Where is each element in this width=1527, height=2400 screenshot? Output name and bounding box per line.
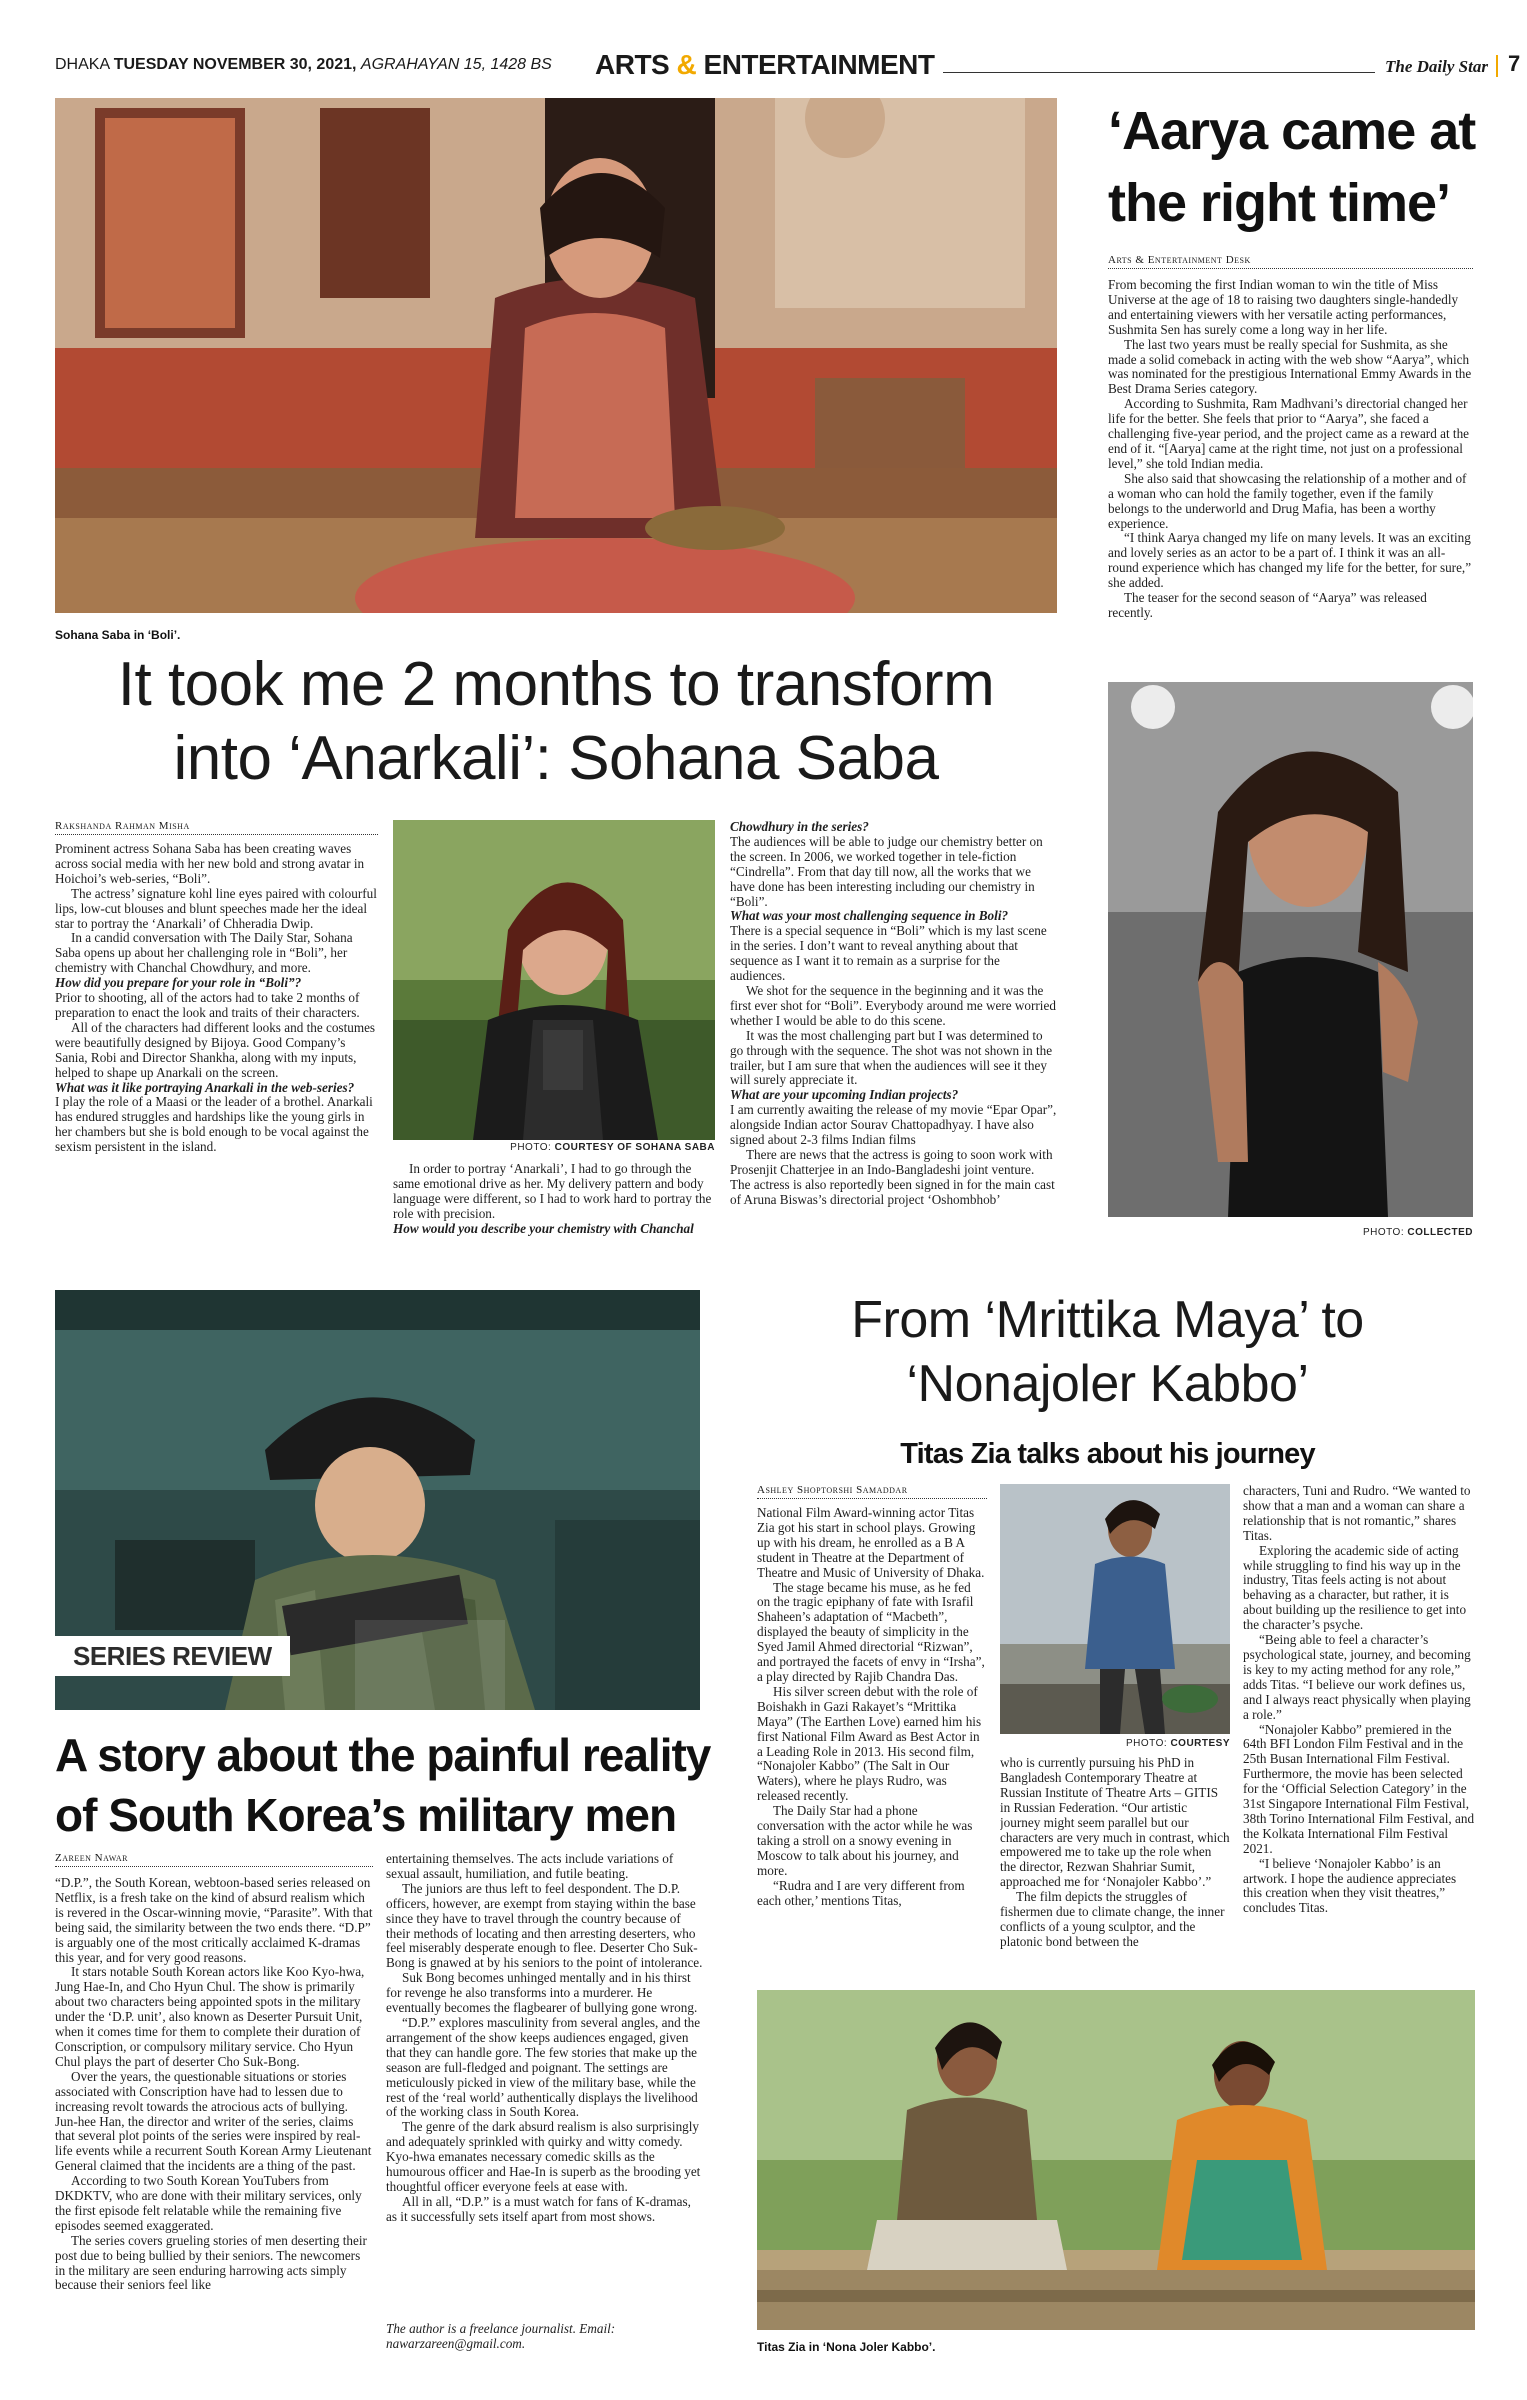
dp-column-1 [55,1876,373,2366]
dateline [55,56,552,74]
boli-photo [55,98,1057,613]
aarya-p3: According to Sushmita, Ram Madhvani’s directorial changed her life for the better. She feels that prior to “Aarya”, she faced a challenging five-year period, and the project came as a reward at the end of it. “[Aarya] came at the right time, not just on a professional level,” she told Indian media. [1108,396,1470,471]
titas-photo-credit-source: COURTESY [1170,1738,1230,1749]
titas-c3-p1: characters, Tuni and Rudro. “We wanted to show that a man and a woman can share a relationship that is not romantic,” shares Titas. [1243,1484,1471,1543]
titas-bottom-caption: Titas Zia in ‘Nona Joler Kabbo’. [757,2340,936,2354]
aarya-headline-line2: the right time’ [1108,173,1451,233]
titas-photo-credit [1000,1738,1230,1749]
sohana-headline-line2: into ‘Anarkali’: Sohana Saba [173,724,939,793]
aarya-p4: She also said that showcasing the relationship of a mother and of a woman who can hold the family together, even if the family belongs to the underworld and Drug Mafia, has been a worthy experience. [1108,470,1467,531]
sushmita-photo-illustration [1108,682,1473,1217]
titas-portrait [1000,1484,1230,1734]
titas-byline: Ashley Shoptorshi Samaddar [757,1484,987,1499]
titas-subhead: Titas Zia talks about his journey [900,1438,1315,1470]
dp-c2-p1: entertaining themselves. The acts include variations of sexual assault, humiliation, and futile beating. [386,1852,674,1881]
titas-c3-p2: Exploring the academic side of acting while struggling to find his way up in the industry, Titas feels acting is not about behaving as a character, but rather, it is about building up the resilience to get into the character’s psyche. [1243,1542,1467,1633]
titas-c3-p5: “I believe ‘Nonajoler Kabbo’ is an artwork. I hope the audience appreciates this creation when they visit theatres,” concludes Titas. [1243,1855,1457,1916]
sohana-c1-p1: Prominent actress Sohana Saba has been creating waves across social media with her new bold and strong avatar in Hoichoi’s web-series, “Boli”. [55,842,365,886]
dp-headline-line2: of South Korea’s military men [55,1789,677,1841]
titas-column-2 [1000,1756,1230,1981]
sohana-c3-p3: We shot for the sequence in the beginning and it was the first ever shot for “Boli”. Everybody around me were worried whether I would be able to do this scene. [730,982,1056,1028]
sohana-column-2 [393,1162,715,1242]
sohana-portrait [393,820,715,1140]
titas-c1-p1: National Film Award-winning actor Titas Zia got his start in school plays. Growing up with his dream, he enrolled as a B A student in Theatre at the Department of Theatre and Music of University of Dhaka. [757,1506,985,1580]
dp-footnote [386,2322,704,2352]
masthead-rule [943,72,1375,73]
sohana-c3-q2: What are your upcoming Indian projects? [730,1087,959,1103]
dp-c2-p5: The genre of the dark absurd realism is also surprisingly and adequately sprinkled with quirky and witty comedy. Kyo-hwa emanates necessary comedic skills as the humourous officer and Hae-In is superb as the brooding yet thoughtful officer everyone feels at ease with. [386,2119,701,2194]
sohana-c2-q1: How would you describe your chemistry with Chanchal [393,1220,694,1236]
aarya-photo-credit-label: PHOTO: [1362,1227,1405,1238]
sohana-photo-credit-source: COURTESY OF SOHANA SABA [554,1142,715,1153]
sohana-c3-q1: What was your most challenging sequence in Boli? [730,908,1009,924]
dp-footnote-email: nawarzareen@gmail.com. [386,2335,526,2351]
date: TUESDAY NOVEMBER 30, 2021, [113,56,357,73]
dp-c2-p2: The juniors are thus left to feel despondent. The D.P. officers, however, are exempt from staying within the base since they have to travel through the country because of their methods of locating and then arresting deserters, who feel miserably desperate enough to flee. Deserter Cho Suk-Bong is gnawed at by his seniors to the point of intolerance. [386,1880,703,1971]
section-title [595,49,935,81]
aarya-p6: The teaser for the second season of “Aarya” was released recently. [1108,590,1427,620]
aarya-photo-credit-source: COLLECTED [1407,1227,1473,1238]
section-ampersand: & [676,49,697,80]
sohana-c2-p1: In order to portray ‘Anarkali’, I had to go through the same emotional drive as her. My delivery pattern and body language were different, so I had to work hard to portray the role with precision. [393,1162,712,1221]
dp-c1-p1: “D.P.”, the South Korean, webtoon-based series released on Netflix, is a fresh take on the kind of absurd realism which is revered in the Oscar-winning movie, “Parasite”. With that being said, the similarity between the two ends there. “D.P” is arguably one of the most critically acclaimed K-dramas this year, and for very good reasons. [55,1876,373,1965]
titas-c2-p1: who is currently pursuing his PhD in Bangladesh Contemporary Theatre at Russian Institute of Theatre Arts – GITIS in Russian Federation. “Our artistic journey might seem parallel but our characters are very much in contrast, which empowered me to take up the role when the director, Rezwan Shahriar Sumit, approached me for ‘Nonajoler Kabbo’.” [1000,1756,1230,1890]
sohana-portrait-illustration [393,820,715,1140]
sohana-c1-q2: What was it like portraying Anarkali in the web-series? [55,1079,355,1095]
sohana-c3-p4: It was the most challenging part but I was determined to go through with the sequence. The shot was not shown in the trailer, but I am sure that when the audiences will see it they will surely appreciate it. [730,1027,1053,1088]
sohana-headline-line1: It took me 2 months to transform [117,650,995,719]
sohana-c3-p6: There are news that the actress is going to soon work with Prosenjit Chatterjee in an Indo-Bangladeshi joint venture. The actress is also reportedly been signed in for the main cast of Aruna Biswas’s directorial project ‘Oshombhob’ [730,1146,1055,1207]
titas-c1-p3: His silver screen debut with the role of Boishakh in Gazi Rakayet’s “Mrittika Maya” (The Earthen Love) earned him his first National Film Award as Best Actor in a Leading Role in 2013. His second film, “Nonajoler Kabbo” (The Salt in Our Waters), where he plays Rudro, was released recently. [757,1683,982,1804]
sohana-headline [55,648,1057,796]
aarya-byline: Arts & Entertainment Desk [1108,254,1473,269]
sohana-c1-p3: In a candid conversation with The Daily Star, Sohana Saba opens up about her challenging role in “Boli”, her chemistry with Chanchal Chowdhury, and more. [55,930,353,976]
aarya-headline [1108,95,1478,239]
titas-photo-credit-label: PHOTO: [1126,1738,1168,1749]
masthead [55,49,1521,84]
aarya-body [1108,278,1473,668]
dp-c2-p3: Suk Bong becomes unhinged mentally and in his thirst for revenge he also transforms into a murderer. He eventually becomes the flagbearer of bullying gone wrong. [386,1970,698,2016]
dp-byline: Zareen Nawar [55,1852,373,1867]
dp-column-2 [386,1852,704,2314]
dp-headline-line1: A story about the painful reality [55,1729,711,1781]
titas-c3-p3: “Being able to feel a character’s psychological state, journey, and becoming is key to my acting method for any role,” adds Titas. “I believe our work defines us, and I always react physically when playing a role.” [1243,1632,1471,1722]
dp-c1-p4: According to two South Korean YouTubers from DKDKTV, who are done with their military services, only the first episode felt relatable while the remaining five episodes seemed exaggerated. [55,2173,362,2233]
sohana-column-1 [55,842,378,1238]
nonajoler-kabbo-photo [757,1990,1475,2330]
sohana-c1-p4: Prior to shooting, all of the actors had to take 2 months of preparation to enact the look and traits of their characters. [55,990,360,1020]
sohana-c3-p1: The audiences will be able to judge our chemistry better on the screen. In 2006, we worked together in tele-fiction “Cindrella”. From that day till now, all the works that we have done has been interesting including our chemistry in “Boli”. [730,833,1043,909]
series-review-tag: SERIES REVIEW [55,1636,290,1676]
sohana-c3-q0: Chowdhury in the series? [730,820,869,834]
aarya-p2: The last two years must be really special for Sushmita, as she made a solid comeback in acting with the web show “Aarya”, which was nominated for the prestigious International Emmy Awards in the Best Drama Series category. [1108,336,1472,397]
titas-c1-p2: The stage became his muse, as he fed on the tragic epiphany of fate with Israfil Shaheen’s adaptation of “Macbeth”, displayed the beauty of simplicity in the Syed Jamil Ahmed directorial “Rizwan”, and portrayed the facets of envy in “Irsha”, a play directed by Rajib Chandra Das. [757,1579,985,1684]
sohana-column-3 [730,820,1057,1240]
dp-footnote-line1: The author is a freelance journalist. Email: [386,2321,616,2336]
aarya-p5: “I think Aarya changed my life on many levels. It was an exciting and lovely series as an actor to be a part of. I think it was an all-round experience which has changed my life for the better, for sure,” she added. [1108,530,1472,591]
sohana-c1-p6: I play the role of a Maasi or the leader of a brothel. Anarkali has endured struggles and hardships like the young girls in her chambers but she is bold enough to be vocal against the sexism persistent in the island. [55,1094,373,1155]
boli-caption: Sohana Saba in ‘Boli’. [55,628,181,642]
page-divider [1496,55,1498,77]
sohana-c1-p5: All of the characters had different looks and the costumes were beautifully designed by Bijoya. Good Company’s Sania, Robi and Director Shankha, along with my inputs, helped to shape up Anarkali on the screen. [55,1019,376,1080]
dp-headline [55,1725,735,1845]
dp-c1-p3: Over the years, the questionable situations or stories associated with Conscription have had to lessen due to increasing revolt towards the atrocious acts of bullying. Jun-hee Han, the director and writer of the series, claims that several plot points of the series were inspired by real-life events while a recurrent South Korean Army Lieutenant General claimed that the incidents are a thing of the past. [55,2068,372,2174]
titas-c3-p4: “Nonajoler Kabbo” premiered in the 64th BFI London Film Festival and in the 25th Busan International Film Festival. Furthermore, the movie has been selected for the ‘Official Selection Category’ in the 31st Singapore International Film Festival, 38th Torino International Film Festival, and the Kolkata International Film Festival 2021. [1243,1721,1475,1856]
sohana-c3-p2: There is a special sequence in “Boli” which is my last scene in the series. I don’t want to reveal anything about that sequence as I want it to remain as a surprise for the audiences. [730,923,1047,984]
dp-photo [55,1290,700,1710]
page-number: 7 [1508,51,1521,76]
titas-c1-p5: “Rudra and I are very different from each other,’ mentions Titas, [757,1877,965,1908]
city: DHAKA [55,56,110,73]
aarya-p1: From becoming the first Indian woman to win the title of Miss Universe at the age of 18 to raising two daughters single-handedly and entertaining viewers with her versatile acting performances, Sushmita Sen has surely come a long way in her life. [1108,278,1459,337]
bangla-date: AGRAHAYAN 15, 1428 BS [360,56,552,73]
sushmita-photo [1108,682,1473,1217]
dp-c2-p4: “D.P.” explores masculinity from several angles, and the arrangement of the show keeps audiences engaged, given that they can handle gore. The few stories that make up the season are full-fledged and poignant. The settings are meticulously picked in view of the military base, while the rest of the ‘real world’ authentically displays the livelihood of the working class in South Korea. [386,2014,701,2120]
sohana-photo-credit-label: PHOTO: [510,1142,552,1153]
section-arts: ARTS [595,49,670,80]
section-entertainment: ENTERTAINMENT [703,49,935,80]
titas-headline-line2: ‘Nonajoler Kabbo’ [906,1355,1309,1413]
titas-headline-line1: From ‘Mrittika Maya’ to [851,1291,1364,1349]
aarya-photo-credit [1108,1227,1473,1238]
titas-column-1 [757,1506,987,1981]
sohana-c1-p2: The actress’ signature kohl line eyes paired with colourful lips, low-cut blouses and blunt speeches made her the ideal star to portray the ‘Anarkali’ of Chheradia Dwip. [55,885,377,931]
sohana-c3-p5: I am currently awaiting the release of my movie “Epar Opar”, alongside Indian actor Sourav Chattopadhyay. I have also signed about 2-3 films Indian films [730,1102,1057,1148]
sohana-byline: Rakshanda Rahman Misha [55,820,378,835]
sohana-c1-q1: How did you prepare for your role in “Boli”? [55,975,302,991]
titas-c1-p4: The Daily Star had a phone conversation with the actor while he was taking a stroll on a snowy evening in Moscow to talk about his journey, and more. [757,1803,973,1878]
dp-c1-p2: It stars notable South Korean actors like Koo Kyo-hwa, Jung Hae-In, and Cho Hyun Chul. The show is primarily about two characters being appointed spots in the military under the ‘D.P. unit’, also known as Deserter Pursuit Unit, when it comes time for them to complete their duration of Conscription, or compulsory military service. Cho Hyun Chul plays the part of deserter Cho Suk-Bong. [55,1964,365,2069]
dp-c1-p5: The series covers grueling stories of men deserting their post due to being bullied by their seniors. The newcomers in the military are seen enduring harrowing acts simply because their seniors feel like [55,2232,367,2293]
titas-portrait-illustration [1000,1484,1230,1734]
nonajoler-kabbo-illustration [757,1990,1475,2330]
aarya-headline-line1: ‘Aarya came at [1108,101,1476,161]
titas-column-3 [1243,1484,1475,1981]
boli-photo-illustration [55,98,1057,613]
dp-c2-p6: All in all, “D.P.” is a must watch for fans of K-dramas, as it successfully sets itself apart from most shows. [386,2193,691,2224]
titas-c2-p2: The film depicts the struggles of fishermen due to climate change, the inner conflicts of a young sculptor, and the platonic bond between the [1000,1889,1225,1949]
paper-logo: The Daily Star [1385,57,1488,76]
titas-headline [740,1288,1475,1416]
sohana-photo-credit [393,1142,715,1153]
